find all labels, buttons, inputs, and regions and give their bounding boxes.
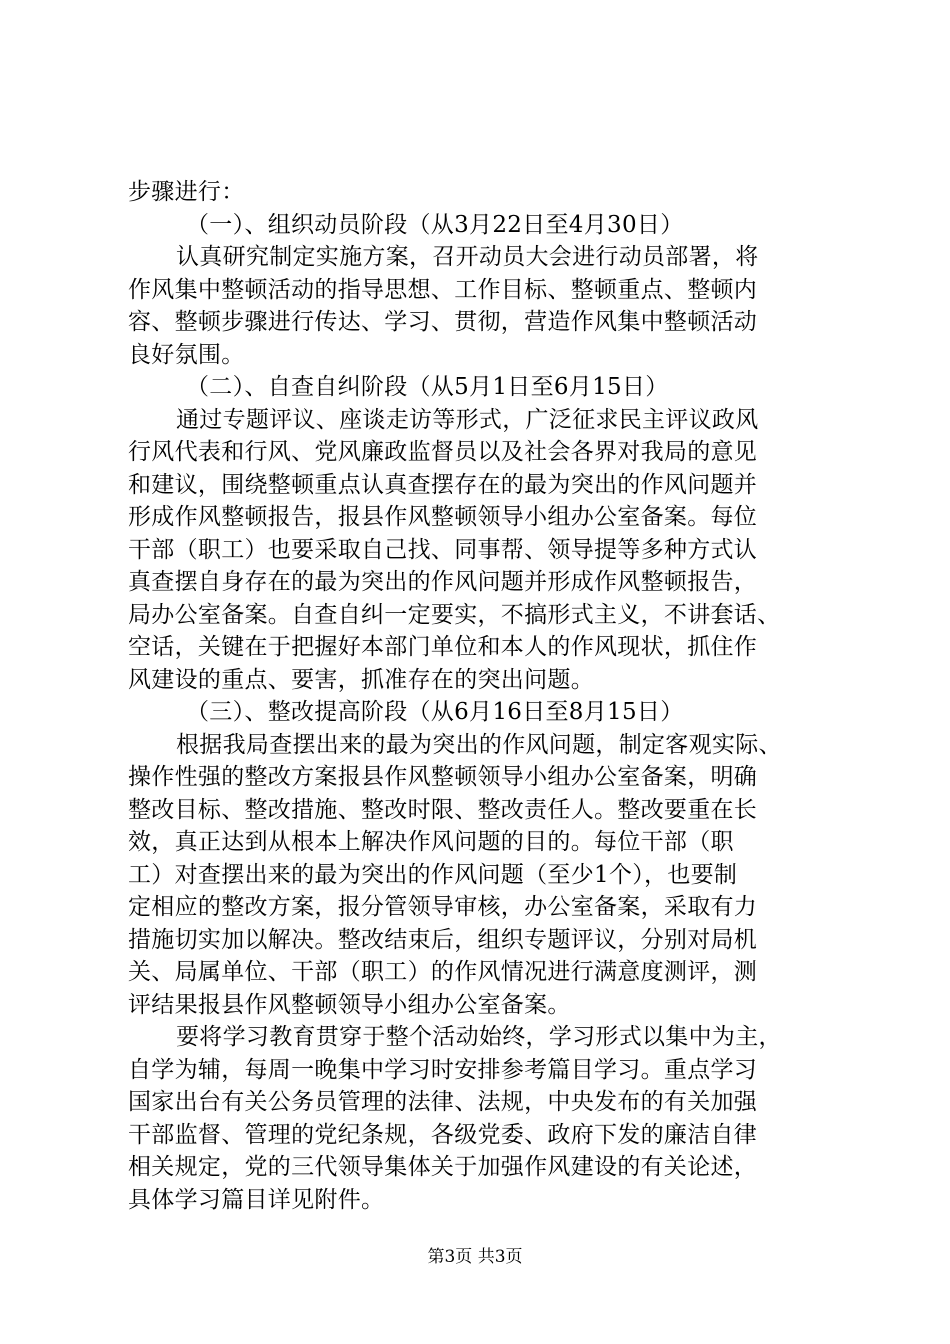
text-line: 作风集中整顿活动的指导思想、工作目标、整顿重点、整顿内	[128, 276, 758, 303]
text-line: 步骤进行：	[128, 179, 245, 205]
text-line: 风建设的重点、要害，抓准存在的突出问题。	[128, 666, 594, 693]
document-body	[128, 176, 828, 1216]
text-line: 通过专题评议、座谈走访等形式，广泛征求民主评议政风	[176, 406, 759, 433]
text-line: 自学为辅，每周一晚集中学习时安排参考篇目学习。重点学习	[128, 1056, 758, 1083]
section-heading-1: （一）、组织动员阶段（从3月22日至4月30日）	[186, 211, 684, 238]
text-line: 形成作风整顿报告，报县作风整顿领导小组办公室备案。每位	[128, 504, 758, 530]
text-line: 干部监督、管理的党纪条规，各级党委、政府下发的廉洁自律	[128, 1121, 758, 1148]
section-heading-2: （二）、自查自纠阶段（从5月1日至6月15日）	[186, 374, 669, 400]
text-line: 良好氛围。	[128, 341, 245, 368]
text-line: 具体学习篇目详见附件。	[128, 1186, 385, 1213]
text-line: 容、整顿步骤进行传达、学习、贯彻，营造作风集中整顿活动	[128, 309, 758, 335]
text-line: 工）对查摆出来的最为突出的作风问题（至少1个），也要制	[128, 861, 738, 888]
text-line: 评结果报县作风整顿领导小组办公室备案。	[128, 991, 571, 1018]
text-line: 要将学习教育贯穿于整个活动始终，学习形式以集中为主，	[176, 1024, 782, 1050]
text-line: 操作性强的整改方案报县作风整顿领导小组办公室备案，明确	[128, 764, 758, 790]
text-line: 整改目标、整改措施、整改时限、整改责任人。整改要重在长	[128, 796, 758, 823]
text-line: 关、局属单位、干部（职工）的作风情况进行满意度测评，测	[128, 959, 758, 985]
text-line: 局办公室备案。自查自纠一定要实，不搞形式主义，不讲套话、	[128, 601, 781, 628]
text-line: 相关规定，党的三代领导集体关于加强作风建设的有关论述，	[128, 1154, 758, 1180]
text-line: 措施切实加以解决。整改结束后，组织专题评议，分别对局机	[128, 926, 758, 953]
text-line: 空话，关键在于把握好本部门单位和本人的作风现状，抓住作	[128, 634, 758, 660]
text-line: 和建议，围绕整顿重点认真查摆存在的最为突出的作风问题并	[128, 471, 758, 498]
text-line: 效，真正达到从根本上解决作风问题的目的。每位干部（职	[128, 829, 734, 855]
text-line: 认真研究制定实施方案，召开动员大会进行动员部署，将	[176, 244, 759, 270]
text-line: 干部（职工）也要采取自己找、同事帮、领导提等多种方式认	[128, 536, 758, 563]
text-line: 国家出台有关公务员管理的法律、法规，中央发布的有关加强	[128, 1089, 758, 1115]
text-line: 行风代表和行风、党风廉政监督员以及社会各界对我局的意见	[128, 439, 758, 465]
page-number-footer: 第3页 共3页	[427, 1247, 523, 1267]
text-line: 根据我局查摆出来的最为突出的作风问题，制定客观实际、	[176, 731, 782, 758]
text-line: 定相应的整改方案，报分管领导审核，办公室备案，采取有力	[128, 894, 758, 920]
text-line: 真查摆自身存在的最为突出的作风问题并形成作风整顿报告，	[128, 569, 758, 595]
section-heading-3: （三）、整改提高阶段（从6月16日至8月15日）	[186, 699, 684, 725]
